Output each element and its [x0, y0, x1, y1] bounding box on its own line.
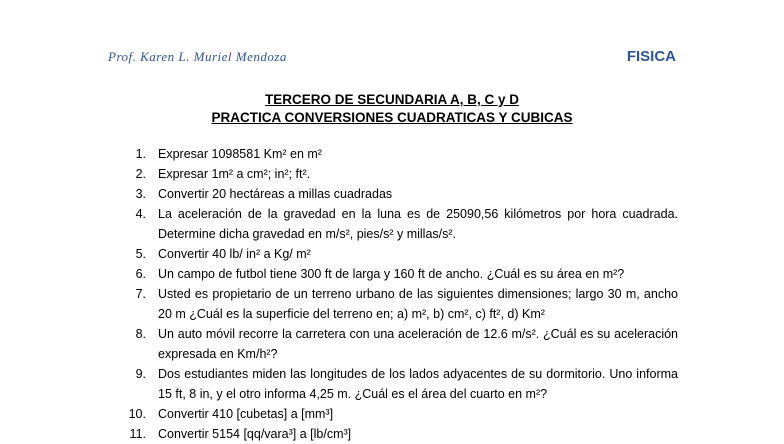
item-text: Convertir 40 lb/ in² a Kg/ m² [158, 247, 311, 261]
list-item [112, 164, 678, 184]
subject-title: FISICA [626, 48, 676, 65]
item-text: Expresar 1098581 Km² en m² [158, 147, 322, 161]
list-item [112, 424, 678, 444]
item-text: Usted es propietario de un terreno urbano de las siguientes dimensiones; largo 30 m, ancho 20 m ¿Cuál es la superficie del terreno en; a) m², b) cm², c) ft², d) Km² [158, 287, 678, 321]
item-number: 9. [135, 367, 146, 381]
item-text: Convertir 5154 [qq/vara³] a [lb/cm³] [158, 427, 352, 441]
item-text: Un campo de futbol tiene 300 ft de larga y 160 ft de ancho. ¿Cuál es su área en m²? [158, 267, 625, 281]
item-number: 11. [129, 427, 146, 441]
item-number: 6. [135, 267, 146, 281]
document-title: TERCERO DE SECUNDARIA A, B, C y D [264, 92, 520, 107]
list-item [112, 204, 678, 244]
item-number: 1. [135, 147, 146, 161]
item-number: 8. [135, 327, 146, 341]
item-text: Expresar 1m² a cm²; in²; ft². [158, 167, 311, 181]
teacher-name: Prof. Karen L. Muriel Mendoza [108, 49, 287, 64]
list-item [112, 144, 678, 164]
item-text: Un auto móvil recorre la carretera con una aceleración de 12.6 m/s². ¿Cuál es su aceleración expresada en Km/h²? [158, 327, 678, 361]
item-number: 3. [135, 187, 146, 201]
item-text: Dos estudiantes miden las longitudes de los lados adyacentes de su dormitorio. Uno informa 15 ft, 8 in, y el otro informa 4,25 m. ¿Cuál es el área del cuarto en m²? [158, 367, 678, 401]
item-number: 2. [135, 167, 146, 181]
list-item [112, 264, 678, 284]
item-number: 4. [135, 207, 146, 221]
item-text: Convertir 20 hectáreas a millas cuadradas [158, 187, 393, 201]
item-number: 5. [135, 247, 146, 261]
list-item [112, 184, 678, 204]
item-text: La aceleración de la gravedad en la luna es de 25090,56 kilómetros por hora cuadrada. Determine dicha gravedad en m/s², pies/s² y millas/s². [158, 207, 678, 241]
list-item [112, 284, 678, 324]
document-subtitle: PRACTICA CONVERSIONES CUADRATICAS Y CUBICAS [211, 110, 573, 125]
item-number: 7. [135, 287, 146, 301]
list-item [112, 244, 678, 264]
list-item [112, 324, 678, 364]
exercise-list [112, 144, 678, 444]
item-text: Convertir 410 [cubetas] a [mm³] [158, 407, 334, 421]
list-item [112, 404, 678, 424]
item-number: 10. [128, 407, 146, 421]
list-item [112, 364, 678, 404]
